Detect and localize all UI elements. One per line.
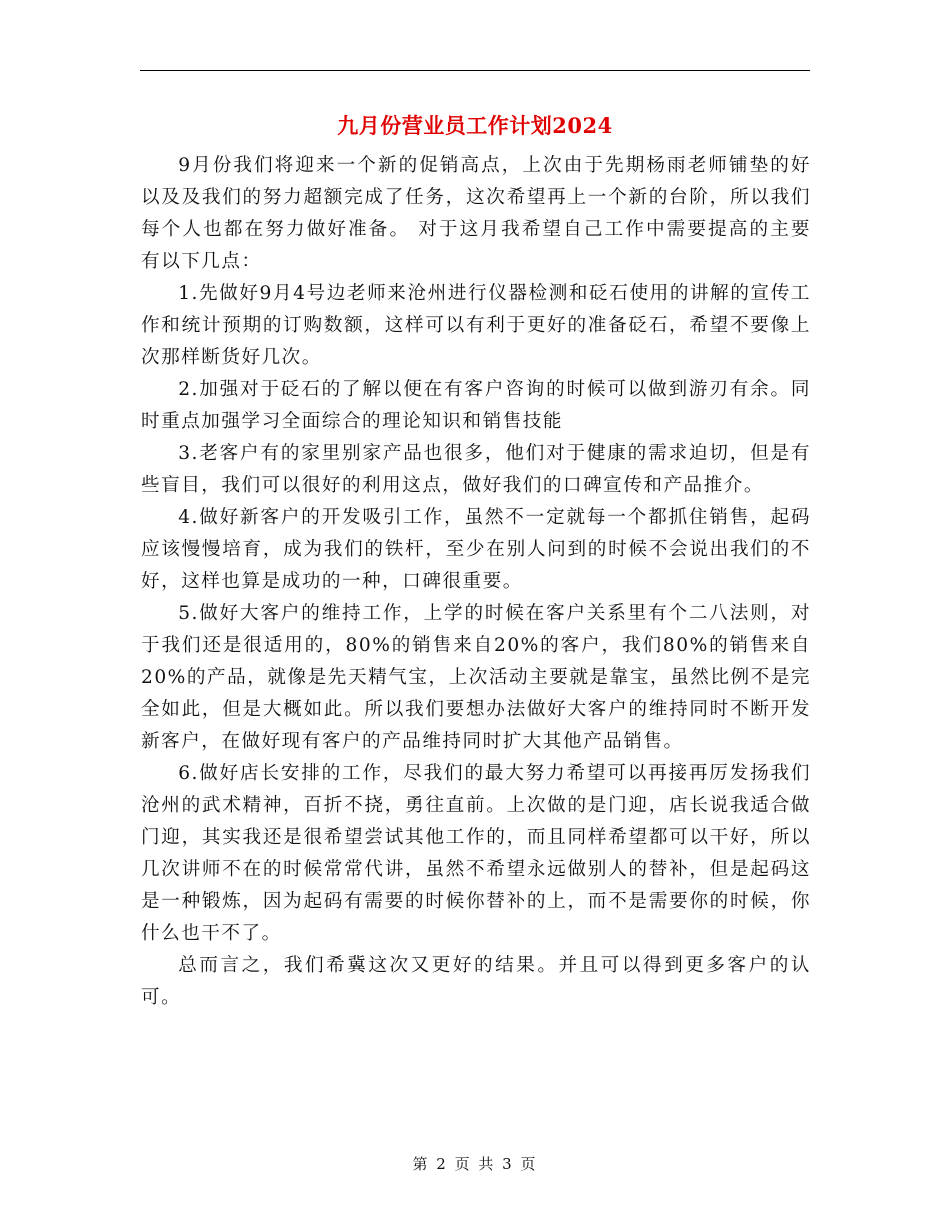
- paragraph-item-1: 1.先做好9月4号边老师来沧州进行仪器检测和砭石使用的讲解的宣传工作和统计预期的订购数额，这样可以有利于更好的准备砭石，希望不要像上次那样断货好几次。: [141, 283, 811, 368]
- paragraph-intro: 9月份我们将迎来一个新的促销高点，上次由于先期杨雨老师铺垫的好以及及我们的努力超额完成了任务，这次希望再上一个新的台阶，所以我们每个人也都在努力做好准备。 对于这月我希望自己工作中需要提高的主要有以下几点：: [141, 155, 811, 272]
- header-rule: [140, 70, 810, 71]
- paragraph-conclusion: 总而言之，我们希冀这次又更好的结果。并且可以得到更多客户的认可。: [141, 955, 811, 1008]
- paragraph-item-3: 3.老客户有的家里别家产品也很多，他们对于健康的需求迫切，但是有些盲目，我们可以很好的利用这点，做好我们的口碑宣传和产品推介。: [141, 443, 811, 496]
- paragraph-item-6: 6.做好店长安排的工作，尽我们的最大努力希望可以再接再厉发扬我们沧州的武术精神，百折不挠，勇往直前。上次做的是门迎，店长说我适合做门迎，其实我还是很希望尝试其他工作的，而且同样希望都可以干好，所以几次讲师不在的时候常常代讲，虽然不希望永远做别人的替补，但是起码这是一种锻炼，因为起码有需要的时候你替补的上，而不是需要你的时候，你什么也干不了。: [141, 763, 811, 944]
- page-number-footer: 第 2 页 共 3 页: [412, 1155, 538, 1173]
- paragraph-item-2: 2.加强对于砭石的了解以便在有客户咨询的时候可以做到游刃有余。同时重点加强学习全面综合的理论知识和销售技能: [141, 379, 811, 432]
- paragraph-item-5: 5.做好大客户的维持工作，上学的时候在客户关系里有个二八法则，对于我们还是很适用的，80%的销售来自20%的客户，我们80%的销售来自20%的产品，就像是先天精气宝，上次活动主要就是靠宝，虽然比例不是完全如此，但是大概如此。所以我们要想办法做好大客户的维持同时不断开发新客户，在做好现有客户的产品维持同时扩大其他产品销售。: [141, 603, 811, 752]
- paragraph-item-4: 4.做好新客户的开发吸引工作，虽然不一定就每一个都抓住销售，起码应该慢慢培育，成为我们的铁杆，至少在别人问到的时候不会说出我们的不好，这样也算是成功的一种，口碑很重要。: [141, 507, 811, 592]
- document-body: [141, 150, 811, 1014]
- document-title: 九月份营业员工作计划2024: [337, 113, 613, 138]
